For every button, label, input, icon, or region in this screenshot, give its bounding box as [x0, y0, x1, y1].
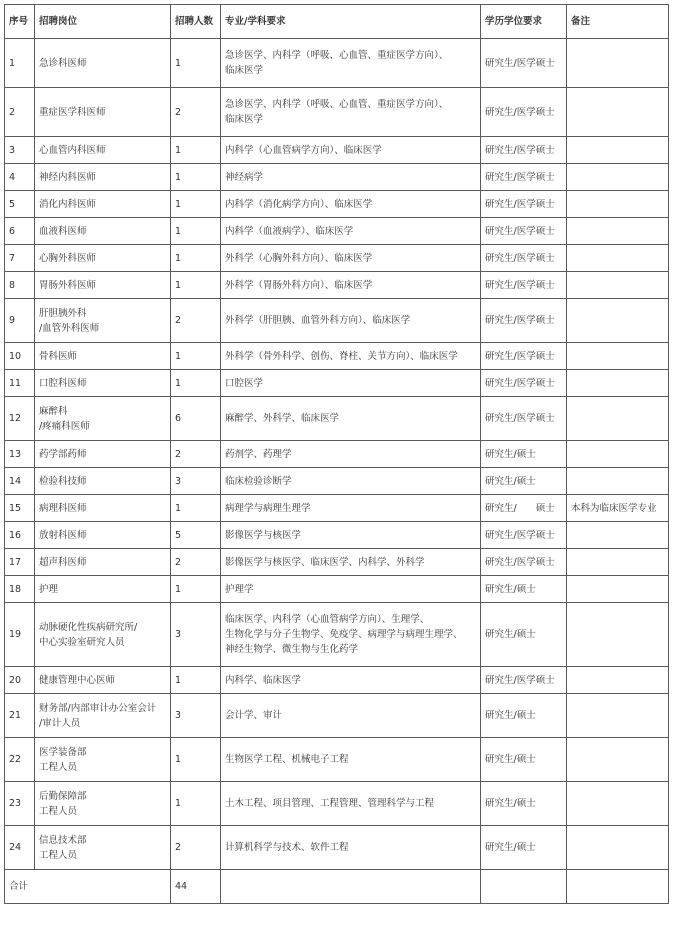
header-position: 招聘岗位	[35, 5, 171, 39]
cell-position: 病理科医师	[35, 495, 171, 522]
cell-major: 麻醉学、外科学、临床医学	[221, 397, 481, 441]
cell-degree: 研究生/硕士	[481, 694, 567, 738]
cell-no: 1	[5, 39, 35, 88]
cell-note	[567, 272, 669, 299]
cell-count: 1	[171, 576, 221, 603]
cell-major: 影像医学与核医学	[221, 522, 481, 549]
cell-position: 心血管内科医师	[35, 137, 171, 164]
cell-position: 血液科医师	[35, 218, 171, 245]
cell-major: 药剂学、药理学	[221, 441, 481, 468]
cell-no: 6	[5, 218, 35, 245]
cell-major: 计算机科学与技术、软件工程	[221, 826, 481, 870]
cell-degree: 研究生/硕士	[481, 826, 567, 870]
cell-no: 14	[5, 468, 35, 495]
cell-note	[567, 88, 669, 137]
cell-no: 8	[5, 272, 35, 299]
cell-count: 2	[171, 549, 221, 576]
cell-no: 19	[5, 603, 35, 667]
cell-note	[567, 191, 669, 218]
cell-position: 心胸外科医师	[35, 245, 171, 272]
total-label: 合计	[5, 870, 171, 904]
cell-no: 13	[5, 441, 35, 468]
table-row	[5, 191, 669, 218]
cell-note	[567, 164, 669, 191]
cell-degree: 研究生/硕士	[481, 576, 567, 603]
cell-position: 医学装备部 工程人员	[35, 738, 171, 782]
cell-major: 外科学（胃肠外科方向）、临床医学	[221, 272, 481, 299]
recruitment-table	[4, 4, 669, 904]
cell-no: 22	[5, 738, 35, 782]
cell-count: 6	[171, 397, 221, 441]
cell-count: 2	[171, 826, 221, 870]
cell-note	[567, 441, 669, 468]
cell-note	[567, 245, 669, 272]
cell-note	[567, 218, 669, 245]
cell-count: 3	[171, 468, 221, 495]
table-row	[5, 343, 669, 370]
table-row	[5, 137, 669, 164]
cell-note	[567, 522, 669, 549]
cell-count: 1	[171, 272, 221, 299]
table-row	[5, 738, 669, 782]
total-count: 44	[171, 870, 221, 904]
cell-major: 外科学（骨外科学、创伤、脊柱、关节方向）、临床医学	[221, 343, 481, 370]
cell-degree: 研究生/医学硕士	[481, 397, 567, 441]
cell-no: 15	[5, 495, 35, 522]
cell-major: 外科学（肝胆胰、血管外科方向）、临床医学	[221, 299, 481, 343]
table-row	[5, 245, 669, 272]
table-row	[5, 826, 669, 870]
cell-position: 超声科医师	[35, 549, 171, 576]
cell-position: 财务部/内部审计办公室会计 /审计人员	[35, 694, 171, 738]
cell-count: 1	[171, 164, 221, 191]
cell-degree: 研究生/医学硕士	[481, 272, 567, 299]
cell-count: 1	[171, 782, 221, 826]
cell-no: 18	[5, 576, 35, 603]
cell-no: 11	[5, 370, 35, 397]
table-row	[5, 370, 669, 397]
cell-count: 1	[171, 39, 221, 88]
cell-note	[567, 738, 669, 782]
cell-note: 本科为临床医学专业	[567, 495, 669, 522]
cell-note	[567, 137, 669, 164]
header-major: 专业/学科要求	[221, 5, 481, 39]
table-row	[5, 495, 669, 522]
cell-degree: 研究生/硕士	[481, 603, 567, 667]
cell-count: 1	[171, 738, 221, 782]
table-row	[5, 441, 669, 468]
table-row	[5, 782, 669, 826]
table-row	[5, 694, 669, 738]
header-degree: 学历学位要求	[481, 5, 567, 39]
cell-degree: 研究生/医学硕士	[481, 39, 567, 88]
cell-count: 3	[171, 603, 221, 667]
cell-degree: 研究生/硕士	[481, 441, 567, 468]
cell-no: 2	[5, 88, 35, 137]
cell-no: 3	[5, 137, 35, 164]
cell-position: 口腔科医师	[35, 370, 171, 397]
cell-position: 肝胆胰外科 /血管外科医师	[35, 299, 171, 343]
cell-position: 信息技术部 工程人员	[35, 826, 171, 870]
cell-count: 2	[171, 88, 221, 137]
cell-no: 20	[5, 667, 35, 694]
cell-no: 16	[5, 522, 35, 549]
cell-count: 1	[171, 370, 221, 397]
cell-no: 5	[5, 191, 35, 218]
cell-degree: 研究生/医学硕士	[481, 549, 567, 576]
cell-note	[567, 39, 669, 88]
table-row	[5, 88, 669, 137]
cell-count: 2	[171, 441, 221, 468]
cell-degree: 研究生/医学硕士	[481, 343, 567, 370]
cell-note	[567, 603, 669, 667]
cell-degree: 研究生/医学硕士	[481, 88, 567, 137]
cell-no: 12	[5, 397, 35, 441]
cell-no: 17	[5, 549, 35, 576]
cell-no: 24	[5, 826, 35, 870]
cell-position: 检验科技师	[35, 468, 171, 495]
cell-degree: 研究生/硕士	[481, 738, 567, 782]
cell-degree: 研究生/医学硕士	[481, 522, 567, 549]
cell-major: 内科学（血液病学）、临床医学	[221, 218, 481, 245]
cell-major: 外科学（心胸外科方向）、临床医学	[221, 245, 481, 272]
cell-degree: 研究生/医学硕士	[481, 191, 567, 218]
table-row	[5, 272, 669, 299]
cell-degree: 研究生/ 硕士	[481, 495, 567, 522]
cell-degree: 研究生/医学硕士	[481, 245, 567, 272]
cell-count: 2	[171, 299, 221, 343]
table-row	[5, 397, 669, 441]
cell-no: 23	[5, 782, 35, 826]
cell-position: 重症医学科医师	[35, 88, 171, 137]
cell-major: 口腔医学	[221, 370, 481, 397]
cell-count: 1	[171, 343, 221, 370]
cell-count: 1	[171, 218, 221, 245]
cell-degree: 研究生/医学硕士	[481, 137, 567, 164]
cell-note	[567, 370, 669, 397]
cell-note	[567, 576, 669, 603]
cell-degree: 研究生/医学硕士	[481, 218, 567, 245]
cell-degree: 研究生/硕士	[481, 782, 567, 826]
table-row	[5, 522, 669, 549]
cell-major: 临床医学、内科学（心血管病学方向）、生理学、 生物化学与分子生物学、免疫学、病理学与病理生理学、 神经生物学、微生物与生化药学	[221, 603, 481, 667]
header-note: 备注	[567, 5, 669, 39]
cell-major: 急诊医学、内科学（呼吸、心血管、重症医学方向）、 临床医学	[221, 88, 481, 137]
table-row	[5, 576, 669, 603]
cell-position: 神经内科医师	[35, 164, 171, 191]
cell-count: 3	[171, 694, 221, 738]
cell-position: 后勤保障部 工程人员	[35, 782, 171, 826]
cell-no: 10	[5, 343, 35, 370]
cell-position: 骨科医师	[35, 343, 171, 370]
table-row	[5, 164, 669, 191]
cell-major: 内科学（消化病学方向）、临床医学	[221, 191, 481, 218]
cell-no: 7	[5, 245, 35, 272]
cell-major: 土木工程、项目管理、工程管理、管理科学与工程	[221, 782, 481, 826]
cell-no: 4	[5, 164, 35, 191]
cell-note	[567, 549, 669, 576]
cell-major: 内科学、临床医学	[221, 667, 481, 694]
cell-major: 影像医学与核医学、临床医学、内科学、外科学	[221, 549, 481, 576]
total-empty-cell	[481, 870, 567, 904]
cell-note	[567, 782, 669, 826]
cell-count: 1	[171, 667, 221, 694]
table-row	[5, 299, 669, 343]
table-row	[5, 39, 669, 88]
cell-position: 药学部药师	[35, 441, 171, 468]
cell-degree: 研究生/医学硕士	[481, 370, 567, 397]
cell-note	[567, 468, 669, 495]
cell-count: 1	[171, 495, 221, 522]
cell-note	[567, 694, 669, 738]
cell-position: 消化内科医师	[35, 191, 171, 218]
cell-no: 21	[5, 694, 35, 738]
cell-note	[567, 299, 669, 343]
cell-count: 1	[171, 137, 221, 164]
cell-degree: 研究生/医学硕士	[481, 667, 567, 694]
cell-position: 护理	[35, 576, 171, 603]
cell-position: 急诊科医师	[35, 39, 171, 88]
cell-major: 病理学与病理生理学	[221, 495, 481, 522]
cell-major: 内科学（心血管病学方向）、临床医学	[221, 137, 481, 164]
cell-position: 放射科医师	[35, 522, 171, 549]
table-row	[5, 218, 669, 245]
cell-position: 健康管理中心医师	[35, 667, 171, 694]
cell-count: 1	[171, 245, 221, 272]
total-empty-cell	[567, 870, 669, 904]
cell-position: 动脉硬化性疾病研究所/ 中心实验室研究人员	[35, 603, 171, 667]
table-row	[5, 468, 669, 495]
cell-degree: 研究生/医学硕士	[481, 164, 567, 191]
cell-position: 胃肠外科医师	[35, 272, 171, 299]
cell-degree: 研究生/硕士	[481, 468, 567, 495]
cell-major: 生物医学工程、机械电子工程	[221, 738, 481, 782]
total-empty-cell	[221, 870, 481, 904]
cell-note	[567, 343, 669, 370]
cell-major: 护理学	[221, 576, 481, 603]
cell-degree: 研究生/医学硕士	[481, 299, 567, 343]
cell-major: 临床检验诊断学	[221, 468, 481, 495]
cell-count: 1	[171, 191, 221, 218]
header-row	[5, 5, 669, 39]
cell-major: 会计学、审计	[221, 694, 481, 738]
cell-note	[567, 667, 669, 694]
cell-major: 神经病学	[221, 164, 481, 191]
cell-note	[567, 397, 669, 441]
header-count: 招聘人数	[171, 5, 221, 39]
cell-count: 5	[171, 522, 221, 549]
cell-major: 急诊医学、内科学（呼吸、心血管、重症医学方向）、 临床医学	[221, 39, 481, 88]
total-row	[5, 870, 669, 904]
table-row	[5, 549, 669, 576]
table-row	[5, 667, 669, 694]
header-no: 序号	[5, 5, 35, 39]
cell-no: 9	[5, 299, 35, 343]
table-row	[5, 603, 669, 667]
cell-note	[567, 826, 669, 870]
cell-position: 麻醉科 /疼痛科医师	[35, 397, 171, 441]
